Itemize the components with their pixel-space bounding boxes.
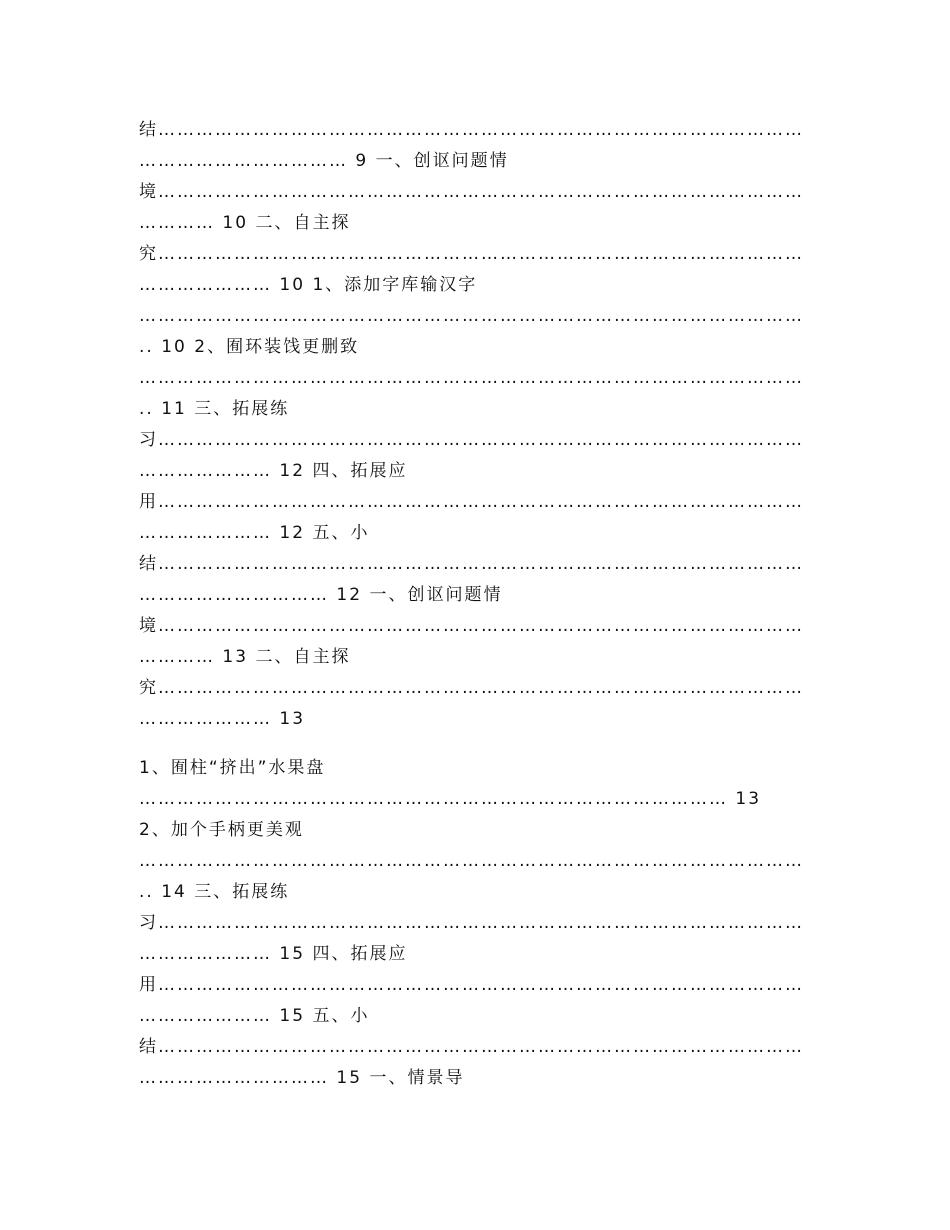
toc-line: ………………………………………………………………………………… 13 — [139, 789, 762, 809]
toc-line: .. 10 2、囿环装饯更删致 — [139, 337, 360, 357]
toc-line: …………………………… 9 一、创讴问题情 — [139, 151, 509, 171]
toc-line: .. 14 三、拓展练 — [139, 882, 290, 902]
toc-line: .. 11 三、拓展练 — [139, 399, 290, 419]
toc-line: 结………………………………………………………………………………………… — [139, 120, 804, 140]
toc-line: …………………………………………………………………………………………… — [139, 306, 804, 326]
toc-line: ………………… 15 五、小 — [139, 1006, 370, 1026]
toc-line: ………………………… 12 一、创讴问题情 — [139, 585, 503, 605]
toc-line: ………………… 10 1、添加字库输汉字 — [139, 275, 478, 295]
toc-line: …………………………………………………………………………………………… — [139, 851, 804, 871]
toc-line: …………………………………………………………………………………………… — [139, 368, 804, 388]
toc-line: 究………………………………………………………………………………………… — [139, 678, 804, 698]
toc-line: ………… 13 二、自主探 — [139, 647, 351, 667]
toc-line: 境………………………………………………………………………………………… — [139, 182, 804, 202]
toc-line: ………………………… 15 一、情景导 — [139, 1068, 465, 1088]
toc-line: 用………………………………………………………………………………………… — [139, 492, 804, 512]
toc-line: 结………………………………………………………………………………………… — [139, 1037, 804, 1057]
toc-line: 究………………………………………………………………………………………… — [139, 244, 804, 264]
toc-line: 习………………………………………………………………………………………… — [139, 430, 804, 450]
toc-line: 1、囿柱“挤出”水果盘 — [139, 758, 326, 778]
toc-line: ………………… 13 — [139, 709, 306, 729]
toc-line: ………………… 15 四、拓展应 — [139, 944, 408, 964]
toc-line: 习………………………………………………………………………………………… — [139, 913, 804, 933]
toc-line: 2、加个手柄更美观 — [139, 820, 304, 840]
toc-line: 境………………………………………………………………………………………… — [139, 616, 804, 636]
toc-line: ………………… 12 四、拓展应 — [139, 461, 408, 481]
toc-line: 用………………………………………………………………………………………… — [139, 975, 804, 995]
toc-line: ………… 10 二、自主探 — [139, 213, 351, 233]
toc-line: 结………………………………………………………………………………………… — [139, 554, 804, 574]
toc-line: ………………… 12 五、小 — [139, 523, 370, 543]
